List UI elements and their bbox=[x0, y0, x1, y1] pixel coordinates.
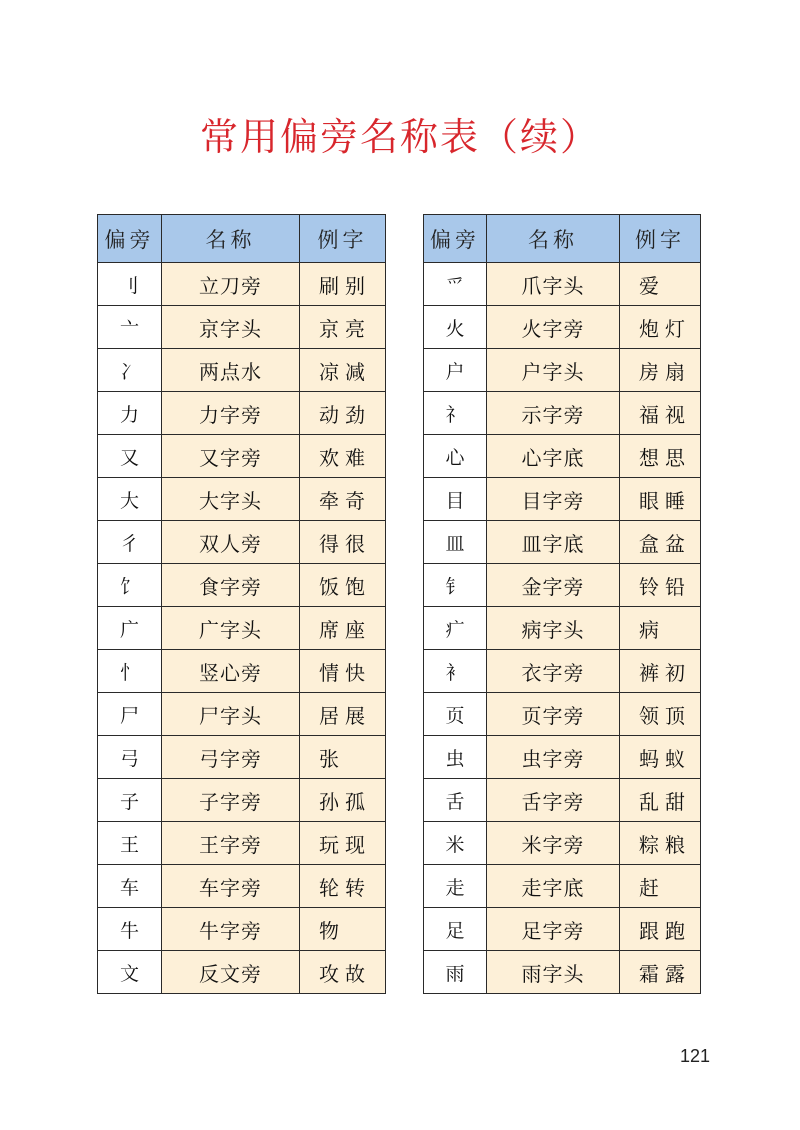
table-row bbox=[98, 650, 386, 693]
radical-cell: 又 bbox=[98, 435, 162, 478]
table-row bbox=[98, 951, 386, 994]
table-row bbox=[424, 693, 701, 736]
example-cell: 张 bbox=[300, 736, 386, 779]
name-cell: 立刀旁 bbox=[162, 263, 300, 306]
table-row bbox=[98, 306, 386, 349]
table-row bbox=[424, 349, 701, 392]
table-row bbox=[98, 435, 386, 478]
table-row bbox=[98, 865, 386, 908]
example-cell: 孙孤 bbox=[300, 779, 386, 822]
table-row bbox=[98, 263, 386, 306]
example-cell: 福视 bbox=[620, 392, 701, 435]
example-cell: 得很 bbox=[300, 521, 386, 564]
left-table-body bbox=[98, 263, 386, 994]
example-cell: 粽粮 bbox=[620, 822, 701, 865]
name-cell: 广字头 bbox=[162, 607, 300, 650]
name-cell: 竖心旁 bbox=[162, 650, 300, 693]
example-cell: 想思 bbox=[620, 435, 701, 478]
radical-cell: 米 bbox=[424, 822, 487, 865]
example-cell: 凉减 bbox=[300, 349, 386, 392]
name-cell: 车字旁 bbox=[162, 865, 300, 908]
table-row bbox=[424, 607, 701, 650]
name-cell: 牛字旁 bbox=[162, 908, 300, 951]
radical-cell: 彳 bbox=[98, 521, 162, 564]
example-cell: 领顶 bbox=[620, 693, 701, 736]
example-cell: 京亮 bbox=[300, 306, 386, 349]
example-cell: 盒盆 bbox=[620, 521, 701, 564]
example-cell: 席座 bbox=[300, 607, 386, 650]
table-row bbox=[424, 779, 701, 822]
name-cell: 目字旁 bbox=[487, 478, 620, 521]
name-cell: 京字头 bbox=[162, 306, 300, 349]
table-row bbox=[98, 349, 386, 392]
radical-cell: 弓 bbox=[98, 736, 162, 779]
name-cell: 子字旁 bbox=[162, 779, 300, 822]
name-cell: 食字旁 bbox=[162, 564, 300, 607]
table-row bbox=[424, 392, 701, 435]
example-cell: 牵奇 bbox=[300, 478, 386, 521]
table-row bbox=[424, 263, 701, 306]
radical-table-right bbox=[423, 214, 701, 994]
example-cell: 蚂蚁 bbox=[620, 736, 701, 779]
name-cell: 又字旁 bbox=[162, 435, 300, 478]
example-cell: 铃铅 bbox=[620, 564, 701, 607]
table-row bbox=[98, 521, 386, 564]
radical-cell: 车 bbox=[98, 865, 162, 908]
radical-cell: 忄 bbox=[98, 650, 162, 693]
table-row bbox=[98, 736, 386, 779]
table-header-row bbox=[424, 215, 701, 263]
name-cell: 足字旁 bbox=[487, 908, 620, 951]
name-cell: 反文旁 bbox=[162, 951, 300, 994]
example-cell: 炮灯 bbox=[620, 306, 701, 349]
radical-cell: 足 bbox=[424, 908, 487, 951]
header-radical: 偏旁 bbox=[424, 215, 487, 263]
table-row bbox=[424, 865, 701, 908]
radical-cell: 户 bbox=[424, 349, 487, 392]
example-cell: 跟跑 bbox=[620, 908, 701, 951]
example-cell: 赶 bbox=[620, 865, 701, 908]
table-row bbox=[424, 564, 701, 607]
example-cell: 霜露 bbox=[620, 951, 701, 994]
radical-cell: 尸 bbox=[98, 693, 162, 736]
radical-cell: 疒 bbox=[424, 607, 487, 650]
name-cell: 双人旁 bbox=[162, 521, 300, 564]
table-row bbox=[98, 607, 386, 650]
table-header-row bbox=[98, 215, 386, 263]
radical-cell: 火 bbox=[424, 306, 487, 349]
table-row bbox=[424, 736, 701, 779]
example-cell: 刷别 bbox=[300, 263, 386, 306]
header-radical: 偏旁 bbox=[98, 215, 162, 263]
example-cell: 欢难 bbox=[300, 435, 386, 478]
name-cell: 雨字头 bbox=[487, 951, 620, 994]
example-cell: 饭饱 bbox=[300, 564, 386, 607]
table-row bbox=[424, 306, 701, 349]
name-cell: 王字旁 bbox=[162, 822, 300, 865]
name-cell: 爪字头 bbox=[487, 263, 620, 306]
radical-cell: 广 bbox=[98, 607, 162, 650]
table-row bbox=[424, 951, 701, 994]
example-cell: 眼睡 bbox=[620, 478, 701, 521]
header-name: 名称 bbox=[487, 215, 620, 263]
table-row bbox=[424, 822, 701, 865]
example-cell: 居展 bbox=[300, 693, 386, 736]
name-cell: 弓字旁 bbox=[162, 736, 300, 779]
name-cell: 衣字旁 bbox=[487, 650, 620, 693]
example-cell: 攻故 bbox=[300, 951, 386, 994]
radical-cell: 皿 bbox=[424, 521, 487, 564]
table-row bbox=[98, 779, 386, 822]
radical-cell: 爫 bbox=[424, 263, 487, 306]
name-cell: 大字头 bbox=[162, 478, 300, 521]
header-example: 例字 bbox=[300, 215, 386, 263]
name-cell: 户字头 bbox=[487, 349, 620, 392]
table-row bbox=[424, 478, 701, 521]
right-table-container bbox=[423, 214, 701, 994]
example-cell: 玩现 bbox=[300, 822, 386, 865]
radical-cell: 雨 bbox=[424, 951, 487, 994]
name-cell: 走字底 bbox=[487, 865, 620, 908]
table-row bbox=[424, 435, 701, 478]
radical-cell: 大 bbox=[98, 478, 162, 521]
example-cell: 动劲 bbox=[300, 392, 386, 435]
radical-cell: 页 bbox=[424, 693, 487, 736]
name-cell: 金字旁 bbox=[487, 564, 620, 607]
radical-cell: 力 bbox=[98, 392, 162, 435]
page-title: 常用偏旁名称表（续） bbox=[199, 115, 600, 159]
example-cell: 裤初 bbox=[620, 650, 701, 693]
radical-cell: 虫 bbox=[424, 736, 487, 779]
page-number: 121 bbox=[679, 1046, 710, 1066]
name-cell: 心字底 bbox=[487, 435, 620, 478]
radical-cell: 目 bbox=[424, 478, 487, 521]
left-table-container bbox=[97, 214, 386, 994]
header-name: 名称 bbox=[162, 215, 300, 263]
radical-cell: 文 bbox=[98, 951, 162, 994]
example-cell: 轮转 bbox=[300, 865, 386, 908]
table-row bbox=[98, 392, 386, 435]
name-cell: 皿字底 bbox=[487, 521, 620, 564]
table-row bbox=[98, 908, 386, 951]
radical-cell: 心 bbox=[424, 435, 487, 478]
name-cell: 力字旁 bbox=[162, 392, 300, 435]
name-cell: 两点水 bbox=[162, 349, 300, 392]
radical-cell: 衤 bbox=[424, 650, 487, 693]
example-cell: 情快 bbox=[300, 650, 386, 693]
name-cell: 米字旁 bbox=[487, 822, 620, 865]
example-cell: 爱 bbox=[620, 263, 701, 306]
radical-cell: 亠 bbox=[98, 306, 162, 349]
name-cell: 尸字头 bbox=[162, 693, 300, 736]
example-cell: 病 bbox=[620, 607, 701, 650]
name-cell: 示字旁 bbox=[487, 392, 620, 435]
radical-table-left bbox=[97, 214, 386, 994]
table-row bbox=[424, 521, 701, 564]
table-row bbox=[98, 564, 386, 607]
radical-cell: 钅 bbox=[424, 564, 487, 607]
name-cell: 虫字旁 bbox=[487, 736, 620, 779]
table-row bbox=[98, 693, 386, 736]
name-cell: 病字头 bbox=[487, 607, 620, 650]
table-row bbox=[98, 478, 386, 521]
name-cell: 舌字旁 bbox=[487, 779, 620, 822]
radical-cell: 饣 bbox=[98, 564, 162, 607]
radical-cell: 王 bbox=[98, 822, 162, 865]
table-row bbox=[424, 650, 701, 693]
radical-cell: 冫 bbox=[98, 349, 162, 392]
radical-cell: 礻 bbox=[424, 392, 487, 435]
table-row bbox=[424, 908, 701, 951]
radical-cell: 牛 bbox=[98, 908, 162, 951]
table-row bbox=[98, 822, 386, 865]
name-cell: 火字旁 bbox=[487, 306, 620, 349]
right-table-body bbox=[424, 263, 701, 994]
example-cell: 房扇 bbox=[620, 349, 701, 392]
name-cell: 页字旁 bbox=[487, 693, 620, 736]
radical-cell: 舌 bbox=[424, 779, 487, 822]
radical-cell: 刂 bbox=[98, 263, 162, 306]
example-cell: 物 bbox=[300, 908, 386, 951]
radical-cell: 走 bbox=[424, 865, 487, 908]
radical-cell: 子 bbox=[98, 779, 162, 822]
header-example: 例字 bbox=[620, 215, 701, 263]
example-cell: 乱甜 bbox=[620, 779, 701, 822]
